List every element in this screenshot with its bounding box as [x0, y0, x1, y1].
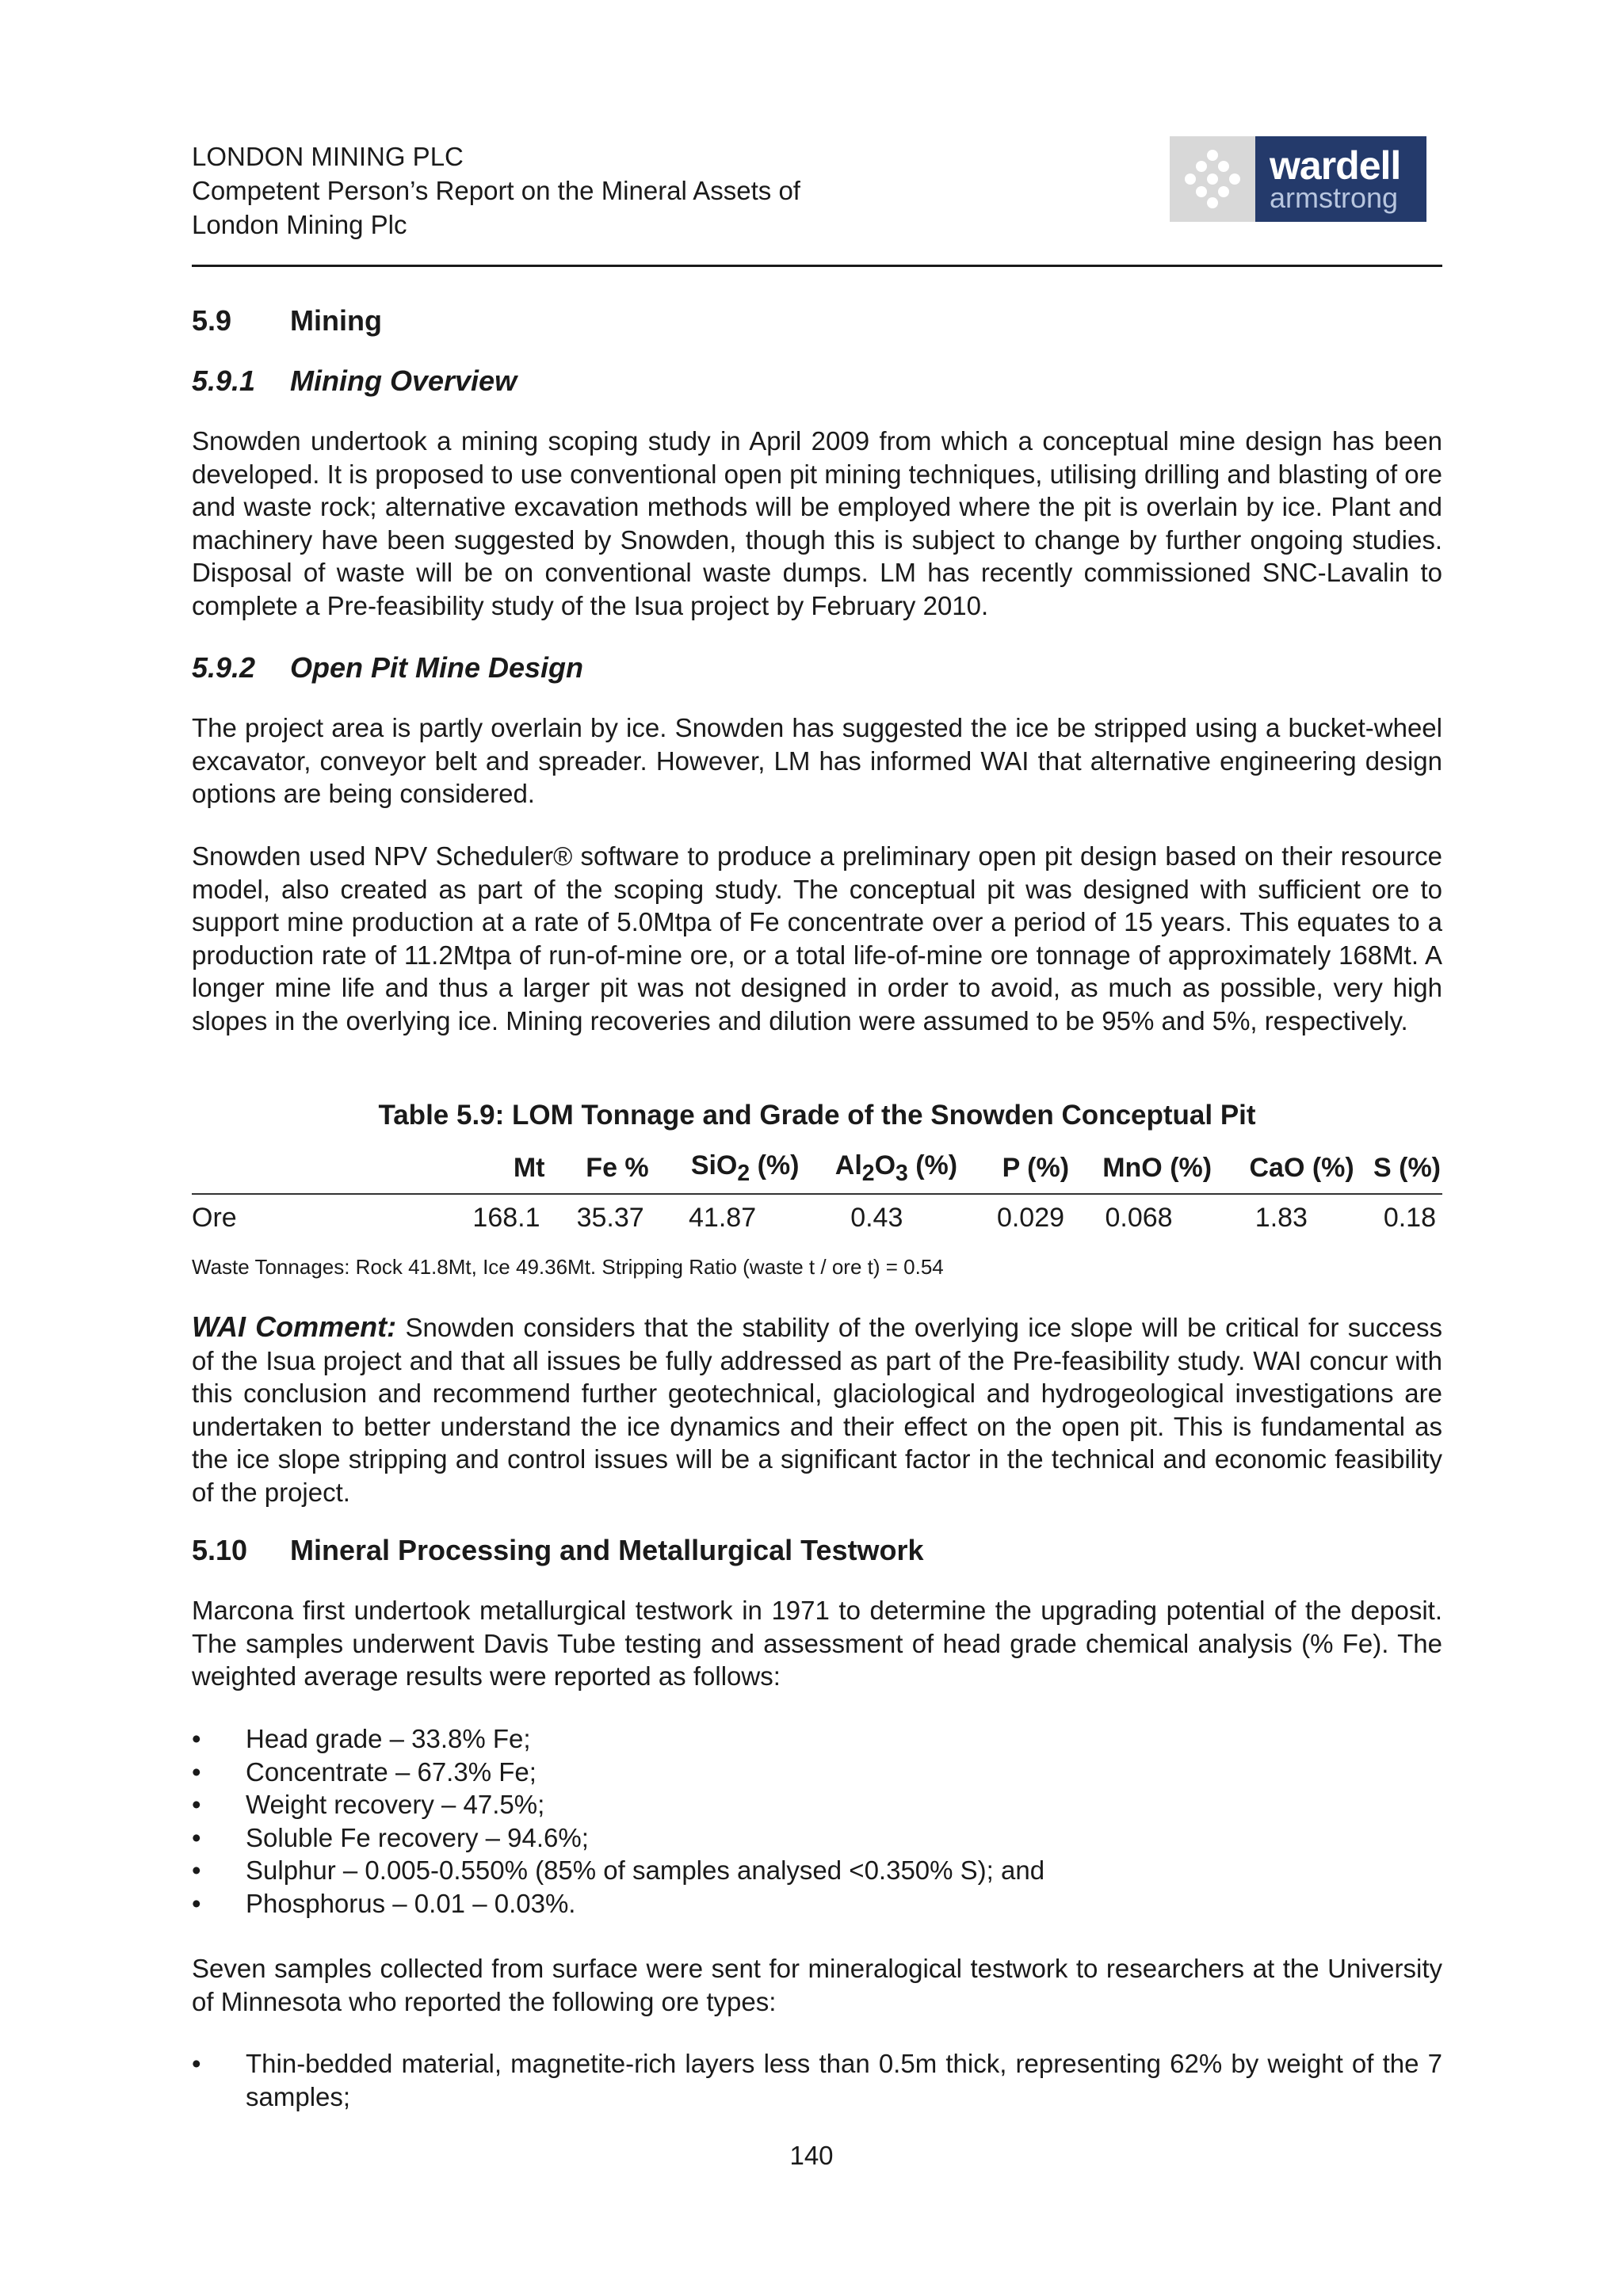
report-title: Competent Person’s Report on the Mineral Assets of: [192, 176, 800, 205]
mining-overview-paragraph: Snowden undertook a mining scoping study in April 2009 from which a conceptual mine design has been developed. It is proposed to use conventional open pit mining techniques, utilising drilling and blasting of ore and waste rock; alternative excavation methods will be employed where the pit is overlain by ice. Plant and machinery have been suggested by Snowden, though this is subject to change by further ongoing studies. Disposal of waste will be on conventional waste dumps. LM has recently commissioned SNC-Lavalin to complete a Pre-feasibility study of the Isua project by February 2010.: [192, 426, 1442, 620]
wai-comment-paragraph: [192, 1310, 1442, 1509]
lom-table: [192, 1150, 1442, 1234]
section-5-9-2-heading: 5.9.2 Open Pit Mine Design: [192, 651, 584, 684]
cell-p: 0.029: [996, 1202, 1065, 1233]
company-name: LONDON MINING PLC: [192, 142, 464, 171]
cell-al2o3: 0.43: [850, 1202, 903, 1233]
list-item: • Soluble Fe recovery – 94.6%;: [192, 1821, 1442, 1855]
table-header-mt: Mt: [450, 1150, 546, 1194]
table-header-blank: [192, 1150, 450, 1194]
wardell-armstrong-logo: [1170, 136, 1426, 222]
list-item: • Concentrate – 67.3% Fe;: [192, 1756, 1442, 1789]
cell-s: 0.18: [1383, 1202, 1436, 1233]
table-row: [192, 1194, 1442, 1234]
processing-paragraph-2: Seven samples collected from surface were sent for mineralogical testwork to researchers at the University of Minnesota who reported the following ore types:: [192, 1954, 1442, 2016]
table-header-mno: MnO (%): [1071, 1150, 1213, 1194]
report-subtitle: London Mining Plc: [192, 210, 407, 239]
table-note: Waste Tonnages: Rock 41.8Mt, Ice 49.36Mt. Stripping Ratio (waste t / ore t) = 0.54: [192, 1255, 944, 1279]
section-5-10-heading: 5.10 Mineral Processing and Metallurgical Testwork: [192, 1534, 924, 1566]
cell-sio2: 41.87: [689, 1202, 757, 1233]
section-5-9-1-heading: 5.9.1 Mining Overview: [192, 364, 517, 397]
processing-paragraph-1: Marcona first undertook metallurgical testwork in 1971 to determine the upgrading potential of the deposit. The samples underwent Davis Tube testing and assessment of head grade chemical analysis (% Fe). The weighted average results were reported as follows:: [192, 1596, 1442, 1691]
cell-fe: 35.37: [576, 1202, 644, 1233]
cell-cao: 1.83: [1254, 1202, 1308, 1233]
table-header-s: S (%): [1356, 1150, 1442, 1194]
pit-design-paragraph-1: The project area is partly overlain by ice. Snowden has suggested the ice be stripped using a bucket-wheel excavator, conveyor belt and spreader. However, LM has informed WAI that alternative engineering design options are being considered.: [192, 713, 1442, 809]
logo-word-wardell: wardell: [1270, 143, 1401, 188]
table-header-p: P (%): [959, 1150, 1071, 1194]
logo-word-armstrong: armstrong: [1270, 181, 1399, 214]
list-item: • Thin-bedded material, magnetite-rich layers less than 0.5m thick, representing 62% by weight of the 7 samples;: [192, 2047, 1442, 2113]
header-text: [192, 139, 800, 242]
table-title: Table 5.9: LOM Tonnage and Grade of the Snowden Conceptual Pit: [378, 1100, 1256, 1131]
table-header-al2o3: $Al_2O_3$ (%): [800, 1150, 959, 1194]
list-item: • Sulphur – 0.005-0.550% (85% of samples analysed <0.350% S); and: [192, 1854, 1442, 1887]
table-header-sio2: SiO$_2$ (%): [651, 1150, 801, 1194]
wai-comment-text: Snowden considers that the stability of the overlying ice slope will be critical for success of the Isua project and that all issues be fully addressed as part of the Pre-feasibility study. WAI concur with this conclusion and recommend further geotechnical, glaciological and hydrogeological investigations are undertaken to better understand the ice dynamics and their effect on the open pit. This is fundamental as the ice slope stripping and control issues will be a significant factor in the technical and economic feasibility of the project.: [192, 1313, 1442, 1507]
table-header-cao: CaO (%): [1213, 1150, 1356, 1194]
table-header-row: [192, 1150, 1442, 1194]
cell-ore-label: Ore: [192, 1202, 237, 1233]
logo-wordmark: [1255, 136, 1426, 222]
page-number: 140: [789, 2141, 834, 2170]
page-header: [192, 136, 1442, 267]
logo-mark-icon: [1170, 136, 1255, 222]
table-header-fe: Fe %: [547, 1150, 651, 1194]
pit-design-paragraph-2: Snowden used NPV Scheduler® software to produce a preliminary open pit design based on their resource model, also created as part of the scoping study. The conceptual pit was designed with sufficient ore to support mine production at a rate of 5.0Mtpa of Fe concentrate over a period of 15 years. This equates to a production rate of 11.2Mtpa of run-of-mine ore, or a total life-of-mine ore tonnage of approximately 168Mt. A longer mine life and thus a larger pit was not designed in order to avoid, as much as possible, very high slopes in the overlying ice. Mining recoveries and dilution were assumed to be 95% and 5%, respectively.: [192, 841, 1442, 1035]
section-5-9-heading: 5.9 Mining: [192, 304, 382, 337]
list-item: • Phosphorus – 0.01 – 0.03%.: [192, 1887, 1442, 1920]
testwork-results-list: [192, 1722, 1442, 1920]
list-item: • Weight recovery – 47.5%;: [192, 1788, 1442, 1821]
wai-comment-label: WAI Comment:: [192, 1310, 397, 1343]
cell-mno: 0.068: [1105, 1202, 1173, 1233]
list-item: • Head grade – 33.8% Fe;: [192, 1722, 1442, 1756]
cell-mt: 168.1: [472, 1202, 540, 1233]
ore-types-list: [192, 2047, 1442, 2113]
